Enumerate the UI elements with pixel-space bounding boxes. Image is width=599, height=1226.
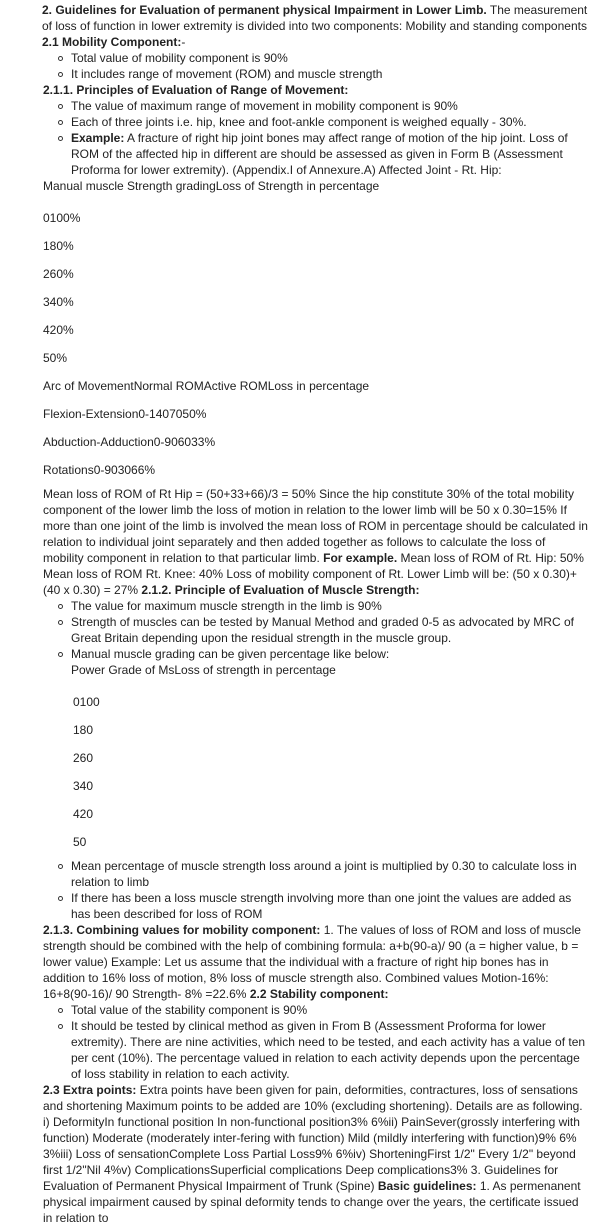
table-row: 340 — [73, 779, 94, 793]
list-item: Each of three joints i.e. hip, knee and foot-ankle component is weighed equally - 30%. — [71, 114, 589, 130]
table-row: Rotations0-903066% — [43, 463, 156, 477]
mobility-heading: 2.1 Mobility Component: — [42, 35, 182, 49]
power-grade-table — [71, 662, 589, 850]
table-row: Abduction-Adduction0-906033% — [43, 435, 216, 449]
section-2-1-1-heading: 2.1.1. Principles of Evaluation of Range of Movement: — [43, 83, 349, 97]
mean-loss-paragraph: Mean loss of ROM of Rt Hip = (50+33+66)/3 = 50% Since the hip constitute 30% of the total mobility component of the lower limb the loss of motion in relation to the lower limb will be 50 x 0.30=15% If more than one joint of the limb is involved the mean loss of ROM in percentage should be calculated in relation to individual joint separately and then added together as follows to calculate the loss of mobility component in relation to that particular limb. For example. Mean loss of ROM of Rt. Hip: 50% Mean loss of ROM Rt. Knee: 40% Loss of mobility component of Rt. Lower Limb will be: (50 x 0.30)+(40 x 0.30) = 27% 2.1.2. Principle of Evaluation of Muscle Strength: — [43, 487, 588, 597]
list-item: Mean percentage of muscle strength loss around a joint is multiplied by 0.30 to calculate loss in relation to limb — [71, 858, 589, 890]
table-header: Power Grade of MsLoss of strength in percentage — [71, 663, 336, 677]
combining-values-paragraph: 2.1.3. Combining values for mobility component: 1. The values of loss of ROM and loss of muscle strength should be combined with the help of combining formula: a+b(90-a)/ 90 (a = higher value, b = lower value) Example: Let us assume that the individual with a fracture of right hip bones has in addition to 16% loss of motion, 8% loss of muscle strength also. Combined values Motion-16%: 16+8(90-16)/ 90 Strength- 8% =22.6% 2.2 Stability component: — [43, 923, 581, 1001]
table-row: Flexion-Extension0-1407050% — [43, 407, 207, 421]
table-row: 0100% — [43, 211, 81, 225]
list-item: The value of maximum range of movement in mobility component is 90% — [71, 98, 589, 114]
section-2-heading: 2. Guidelines for Evaluation of permanent physical Impairment in Lower Limb. — [42, 3, 487, 17]
range-of-movement-table — [43, 378, 589, 478]
table-header: Arc of MovementNormal ROMActive ROMLoss in percentage — [43, 379, 370, 393]
section-2-1-3-heading: 2.1.3. Combining values for mobility component: — [43, 923, 321, 937]
stability-list — [43, 1002, 589, 1082]
table-row: 50 — [73, 835, 87, 849]
table-row: 260 — [73, 751, 94, 765]
table-row: 180 — [73, 723, 94, 737]
list-item: Total value of mobility component is 90% — [71, 50, 589, 66]
table-row: 260% — [43, 267, 74, 281]
list-item: It should be tested by clinical method as given in From B (Assessment Proforma for lower extremity). There are nine activities, which need to be tested, and each activity has a value of ten per cent (10%). The percentage valued in relation to each activity depends upon the percentage of loss stability in relation to each activity. — [71, 1018, 589, 1082]
list-item: It includes range of movement (ROM) and muscle strength — [71, 66, 589, 82]
list-item: The value for maximum muscle strength in the limb is 90% — [71, 598, 589, 614]
list-item: If there has been a loss muscle strength involving more than one joint the values are added as has been described for loss of ROM — [71, 890, 589, 922]
list-item: Example: A fracture of right hip joint bones may affect range of motion of the hip joint. Loss of ROM of the affected hip in different are should be assessed as given in Form B (Assessment Proforma for lower extremity). (Appendix.I of Annexure.A) Affected Joint - Rt. Hip: — [71, 130, 589, 178]
table-row: 0100 — [73, 695, 100, 709]
rom-principles-list — [43, 98, 589, 178]
list-item: Manual muscle grading can be given percentage like below: Power Grade of MsLoss of strength in percentage 0100 180 260 340 420 50 — [71, 646, 589, 850]
extra-points-paragraph: 2.3 Extra points: Extra points have been given for pain, deformities, contractures, loss of sensations and shortening Maximum points to be added are 10% (excluding shortening). Details are as following. i) DeformityIn functional position In non-functional position3% 6%ii) PainSever(grossly interfering with function) Moderate (moderately inter-fering with function) Mild (mildly interfering with function)9% 6% 3%iii) Loss of sensationComplete Loss Partial Loss9% 6%iv) ShorteningFirst 1/2" Every 1/2" beyond first 1/2"Nil 4%v) ComplicationsSuperficial complications Deep complications3% 3. Guidelines for Evaluation of Permanent Physical Impairment of Trunk (Spine) Basic guidelines: 1. As permenanent physical impairment caused by spinal deformity tends to change over the years, the certificate issued in relation to — [43, 1083, 583, 1225]
list-item: Strength of muscles can be tested by Manual Method and graded 0-5 as advocated by MRC of Great Britain depending upon the residual strength in the muscle group. — [71, 614, 589, 646]
section-2-1-2-heading: 2.1.2. Principle of Evaluation of Muscle Strength: — [141, 583, 420, 597]
list-item: Total value of the stability component is 90% — [71, 1002, 589, 1018]
table-row: 420% — [43, 323, 74, 337]
mobility-list — [43, 50, 589, 82]
extra-points-heading: 2.3 Extra points: — [43, 1083, 137, 1097]
table-row: 340% — [43, 295, 74, 309]
table-row: 50% — [43, 351, 68, 365]
section-2-paragraph: 2. Guidelines for Evaluation of permanent physical Impairment in Lower Limb. The measurement of loss of function in lower extremity is divided into two components: Mobility and standing components 2.1 Mobility Component:- — [42, 3, 588, 49]
muscle-strength-table — [43, 178, 589, 366]
table-header: Manual muscle Strength gradingLoss of Strength in percentage — [43, 179, 380, 193]
stability-heading: 2.2 Stability component: — [249, 987, 389, 1001]
basic-guidelines-label: Basic guidelines: — [377, 1179, 477, 1193]
table-row: 180% — [43, 239, 74, 253]
table-row: 420 — [73, 807, 94, 821]
muscle-strength-list — [43, 598, 589, 922]
